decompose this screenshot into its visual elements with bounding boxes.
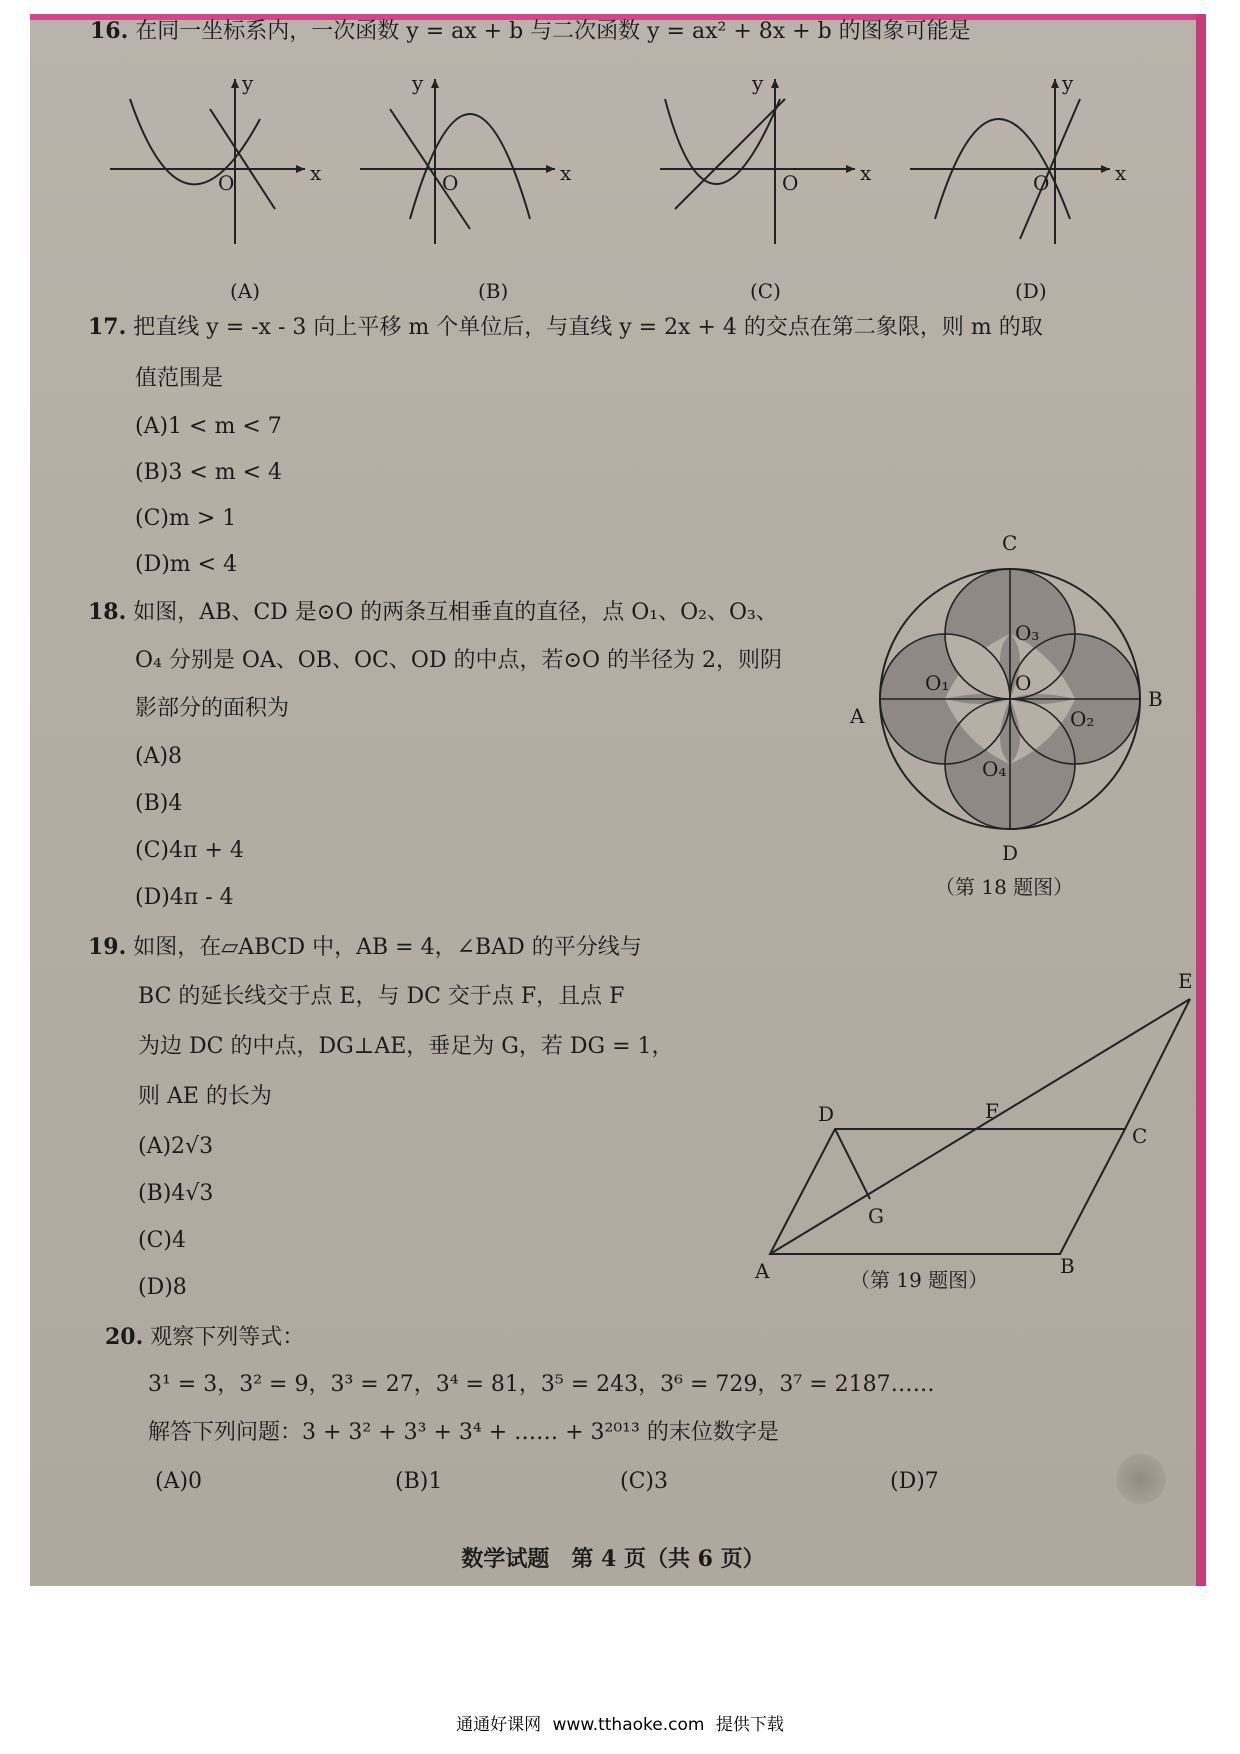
q18-option-d: (D)4π - 4	[135, 885, 234, 910]
q19-option-c: (C)4	[138, 1228, 186, 1253]
axis-y-label: y	[1062, 71, 1074, 95]
q19-label-g: G	[868, 1204, 884, 1228]
q19-option-b: (B)4√3	[138, 1181, 214, 1206]
q19-label-f: F	[985, 1099, 999, 1123]
q18-label-o: O	[1015, 671, 1032, 695]
axis-x-label: x	[1115, 161, 1127, 185]
site-action: 提供下载	[715, 1715, 784, 1735]
exam-photo	[30, 14, 1206, 1586]
q18-label-c: C	[1002, 531, 1018, 555]
q19-label-a: A	[755, 1259, 770, 1283]
q19-label-c: C	[1132, 1124, 1148, 1148]
axis-x-label: x	[860, 161, 872, 185]
q17-option-b: (B)3 < m < 4	[135, 460, 283, 485]
q18-label-d: D	[1002, 841, 1019, 865]
q18-number: 18.	[88, 599, 127, 625]
q19-label-b: B	[1060, 1254, 1075, 1278]
q20-option-b: (B)1	[395, 1469, 443, 1494]
q18-line1: 如图，AB、CD 是⊙O 的两条互相垂直的直径，点 O₁、O₂、O₃、	[133, 600, 778, 625]
q16-graph-c	[660, 69, 880, 253]
q17-line2: 值范围是	[135, 366, 224, 391]
q18-caption: （第 18 题图）	[935, 875, 1074, 899]
q18-figure	[850, 531, 1163, 865]
q18-label-o3: O₃	[1015, 621, 1040, 645]
q17-line1: 把直线 y = -x - 3 向上平移 m 个单位后，与直线 y = 2x + 4 的交点在第二象限，则 m 的取	[133, 315, 1043, 340]
q18-label-a: A	[850, 704, 865, 728]
origin-label: O	[1033, 171, 1050, 195]
q19-number: 19.	[88, 934, 127, 960]
q18-stem	[88, 599, 778, 626]
q16-text: 在同一坐标系内，一次函数 y = ax + b 与二次函数 y = ax² + 8x + b 的图象可能是	[135, 19, 971, 44]
page-footer: 数学试题 第 4 页（共 6 页）	[461, 1546, 765, 1572]
q18-label-o2: O₂	[1070, 707, 1095, 731]
q19-option-d: (D)8	[138, 1275, 187, 1300]
q18-label-b: B	[1148, 687, 1163, 711]
q16-graph-d-label: (D)	[1015, 279, 1047, 303]
q17-option-c: (C)m > 1	[135, 506, 237, 531]
q17-stem	[88, 314, 1043, 341]
q18-option-a: (A)8	[135, 744, 183, 769]
q20-option-c: (C)3	[620, 1469, 668, 1494]
q18-label-o1: O₁	[925, 671, 950, 695]
q16-number: 16.	[90, 18, 129, 44]
q19-line3: 为边 DC 的中点，DG⊥AE，垂足为 G，若 DG = 1，	[138, 1034, 674, 1059]
q19-caption: （第 19 题图）	[850, 1268, 989, 1292]
q19-option-a: (A)2√3	[138, 1134, 214, 1159]
q18-line2: O₄ 分别是 OA、OB、OC、OD 的中点，若⊙O 的半径为 2，则阴	[135, 648, 782, 673]
origin-label: O	[218, 171, 235, 195]
axis-x-label: x	[560, 161, 572, 185]
q20-line1: 观察下列等式：	[150, 1325, 305, 1350]
origin-label: O	[442, 171, 459, 195]
q17-option-a: (A)1 < m < 7	[135, 414, 282, 439]
q16-graph-d	[910, 69, 1130, 253]
q20-option-a: (A)0	[155, 1469, 203, 1494]
q20-number: 20.	[105, 1324, 144, 1350]
site-note	[0, 1710, 1240, 1735]
q18-option-b: (B)4	[135, 791, 183, 816]
q16-graph-a-label: (A)	[230, 279, 261, 303]
q17-option-d: (D)m < 4	[135, 552, 238, 577]
q20-line2: 3¹ = 3，3² = 9，3³ = 27，3⁴ = 81，3⁵ = 243，3⁶ = 729，3⁷ = 2187……	[148, 1372, 935, 1397]
q20-line3: 解答下列问题：3 + 3² + 3³ + 3⁴ + …… + 3²⁰¹³ 的末位数字是	[148, 1420, 779, 1445]
q18-label-o4: O₄	[982, 757, 1007, 781]
q19-stem	[88, 934, 642, 961]
paper-stain	[1116, 1454, 1166, 1504]
q16-graph-a	[110, 69, 330, 253]
origin-label: O	[782, 171, 799, 195]
q18-line3: 影部分的面积为	[135, 696, 290, 721]
site-url[interactable]: www.tthaoke.com	[552, 1715, 705, 1735]
axis-y-label: y	[752, 71, 764, 95]
q18-option-c: (C)4π + 4	[135, 838, 244, 863]
axis-y-label: y	[412, 71, 424, 95]
q19-label-d: D	[818, 1102, 835, 1126]
q19-line1: 如图，在▱ABCD 中，AB = 4，∠BAD 的平分线与	[133, 935, 642, 960]
q17-number: 17.	[88, 314, 127, 340]
axis-x-label: x	[310, 161, 322, 185]
q19-line4: 则 AE 的长为	[138, 1084, 272, 1109]
q16-stem	[90, 18, 971, 45]
q19-line2: BC 的延长线交于点 E，与 DC 交于点 F，且点 F	[138, 984, 625, 1009]
q20-option-d: (D)7	[890, 1469, 939, 1494]
q16-graph-b-label: (B)	[478, 279, 509, 303]
q19-label-e: E	[1178, 969, 1193, 993]
q16-graph-c-label: (C)	[750, 279, 781, 303]
q20-stem	[105, 1324, 304, 1351]
site-name: 通通好课网	[456, 1715, 542, 1735]
axis-y-label: y	[242, 71, 254, 95]
q16-graph-b	[360, 69, 580, 253]
